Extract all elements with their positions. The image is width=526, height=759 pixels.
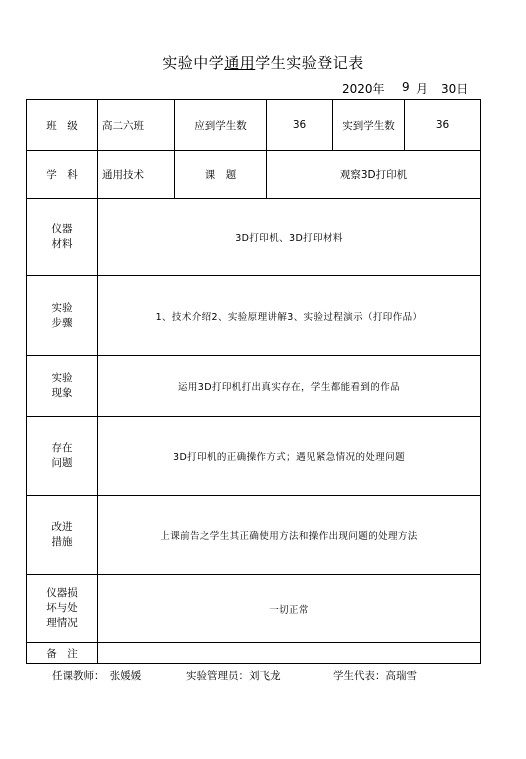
table-row: [27, 151, 481, 199]
problems-label: 存在 问题: [27, 417, 98, 496]
actual-value: 36: [405, 100, 481, 151]
date-year: 2020年: [342, 82, 385, 96]
registration-table: [26, 99, 481, 664]
steps-label: 实验 步骤: [27, 276, 98, 356]
table-row: [27, 100, 481, 151]
problems-value: 3D打印机的正确操作方式；遇见紧急情况的处理问题: [98, 417, 481, 496]
table-row: [27, 496, 481, 575]
class-value: 高二六班: [98, 100, 175, 151]
table-row: [27, 643, 481, 664]
footer-teacher: 任课教师： 张媛媛: [52, 670, 142, 682]
remark-label: 备 注: [27, 643, 98, 664]
date-month-num: 9: [402, 80, 410, 94]
subject-label: 学 科: [27, 151, 98, 199]
table-row: [27, 575, 481, 643]
footer-manager: 实验管理员：刘飞龙: [186, 670, 281, 682]
form-title: 实验中学通用学生实验登记表: [162, 54, 364, 72]
class-label: 班 级: [27, 100, 98, 151]
phenomenon-value: 运用3D打印机打出真实存在，学生都能看到的作品: [98, 356, 481, 417]
expected-value: 36: [267, 100, 333, 151]
steps-value: 1、技术介绍2、实验原理讲解3、实验过程演示（打印作品）: [98, 276, 481, 356]
table-row: [27, 276, 481, 356]
table-row: [27, 356, 481, 417]
remark-value: [98, 643, 481, 664]
date-day: 30日: [441, 82, 469, 96]
instruments-label: 仪器 材料: [27, 199, 98, 276]
actual-label: 实到学生数: [333, 100, 405, 151]
phenomenon-label: 实验 现象: [27, 356, 98, 417]
subject-value: 通用技术: [98, 151, 175, 199]
table-row: [27, 199, 481, 276]
damage-label: 仪器损 坏与处 理情况: [27, 575, 98, 643]
date-month: 月: [416, 82, 429, 96]
table-row: [27, 417, 481, 496]
title-underlined-word: 通用: [224, 54, 256, 72]
topic-label: 课 题: [175, 151, 267, 199]
damage-value: 一切正常: [98, 575, 481, 643]
topic-value: 观察3D打印机: [267, 151, 481, 199]
improve-label: 改进 措施: [27, 496, 98, 575]
footer-student: 学生代表：高瑞雪: [333, 670, 417, 682]
instruments-value: 3D打印机、3D打印材料: [98, 199, 481, 276]
expected-label: 应到学生数: [175, 100, 267, 151]
improve-value: 上课前告之学生其正确使用方法和操作出现问题的处理方法: [98, 496, 481, 575]
